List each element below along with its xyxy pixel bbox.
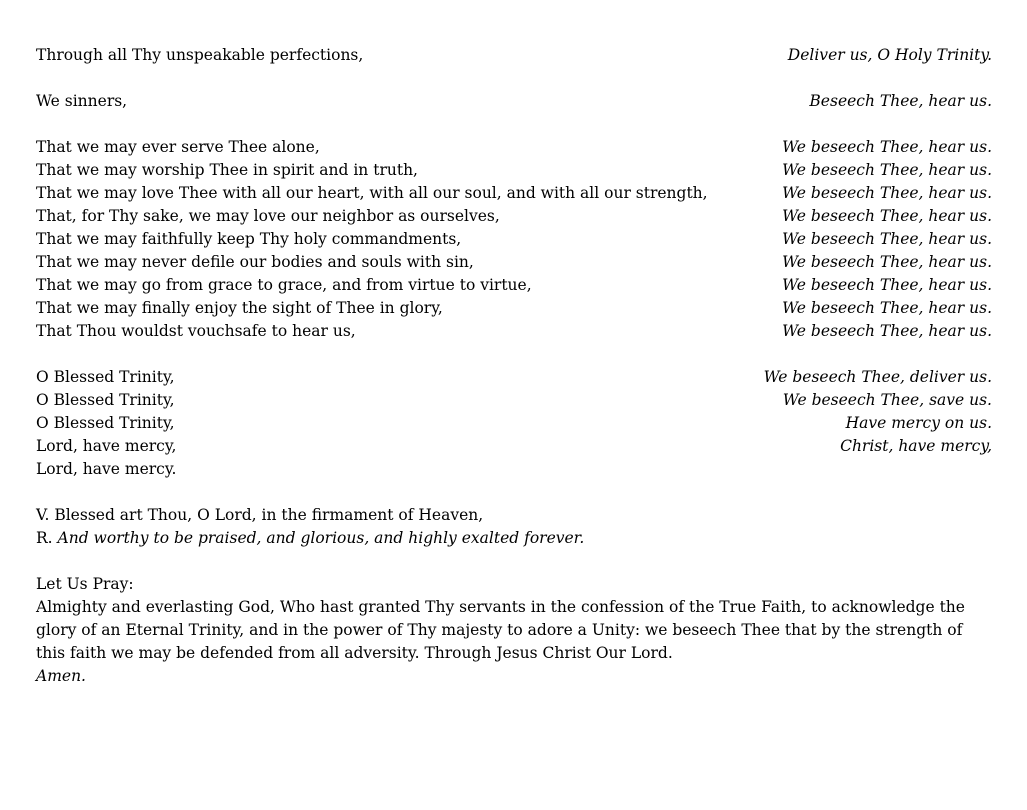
prayer-amen: Amen. (36, 667, 86, 685)
prayer-body: Almighty and everlasting God, Who hast granted Thy servants in the confession of the True Faith, to acknowledge the glory of an Eternal Trinity, and in the power of Thy majesty to adore a Unity: we beseech Thee that by the strength of this faith we may be defended from all adversity. Through Jesus Christ Our Lord. (36, 598, 965, 662)
invocation: O Blessed Trinity, (36, 368, 175, 386)
response: We beseech Thee, hear us. (782, 207, 992, 225)
invocation: That Thou wouldst vouchsafe to hear us, (36, 322, 356, 340)
response: We beseech Thee, hear us. (782, 253, 992, 271)
invocation: That we may worship Thee in spirit and in truth, (36, 161, 418, 179)
response-line (36, 527, 992, 550)
response-prefix: R. (36, 529, 58, 547)
invocation: That we may never defile our bodies and souls with sin, (36, 253, 474, 271)
response: We beseech Thee, hear us. (782, 184, 992, 202)
litany-line (36, 159, 992, 182)
litany-line (36, 458, 992, 481)
invocation: That we may ever serve Thee alone, (36, 138, 320, 156)
response: We beseech Thee, hear us. (782, 276, 992, 294)
litany-line (36, 366, 992, 389)
spacer (36, 343, 992, 366)
response: Deliver us, O Holy Trinity. (787, 46, 992, 64)
litany-line (36, 435, 992, 458)
spacer (36, 113, 992, 136)
prayer-heading: Let Us Pray: (36, 575, 134, 593)
invocation: That we may go from grace to grace, and from virtue to virtue, (36, 276, 532, 294)
response: We beseech Thee, hear us. (782, 230, 992, 248)
invocation: Lord, have mercy, (36, 437, 177, 455)
litany-line (36, 228, 992, 251)
spacer (36, 481, 992, 504)
litany-line (36, 205, 992, 228)
litany-line (36, 297, 992, 320)
spacer (36, 550, 992, 573)
invocation: Lord, have mercy. (36, 460, 177, 478)
response: Have mercy on us. (845, 414, 992, 432)
response: We beseech Thee, hear us. (782, 161, 992, 179)
litany-line (36, 412, 992, 435)
response-italic: And worthy to be praised, and glorious, and highly exalted forever. (57, 529, 585, 547)
litany-line (36, 182, 992, 205)
response: We beseech Thee, deliver us. (763, 368, 992, 386)
invocation: O Blessed Trinity, (36, 414, 175, 432)
response: We beseech Thee, save us. (782, 391, 992, 409)
response: Christ, have mercy, (840, 437, 992, 455)
litany-line (36, 44, 992, 67)
litany-line (36, 274, 992, 297)
response: We beseech Thee, hear us. (782, 138, 992, 156)
versicle-line (36, 504, 992, 527)
response-text (36, 527, 584, 550)
invocation: That we may love Thee with all our heart, with all our soul, and with all our strength, (36, 184, 708, 202)
litany-line (36, 320, 992, 343)
invocation: That we may finally enjoy the sight of Thee in glory, (36, 299, 443, 317)
response: We beseech Thee, hear us. (782, 299, 992, 317)
litany-line (36, 90, 992, 113)
response: Beseech Thee, hear us. (809, 92, 992, 110)
invocation: We sinners, (36, 92, 128, 110)
spacer (36, 67, 992, 90)
versicle-text: V. Blessed art Thou, O Lord, in the firmament of Heaven, (36, 506, 484, 524)
invocation: Through all Thy unspeakable perfections, (36, 46, 364, 64)
litany-page (36, 44, 992, 688)
response: We beseech Thee, hear us. (782, 322, 992, 340)
litany-line (36, 389, 992, 412)
invocation: That, for Thy sake, we may love our neighbor as ourselves, (36, 207, 500, 225)
litany-line (36, 251, 992, 274)
invocation: That we may faithfully keep Thy holy commandments, (36, 230, 462, 248)
invocation: O Blessed Trinity, (36, 391, 175, 409)
litany-line (36, 136, 992, 159)
